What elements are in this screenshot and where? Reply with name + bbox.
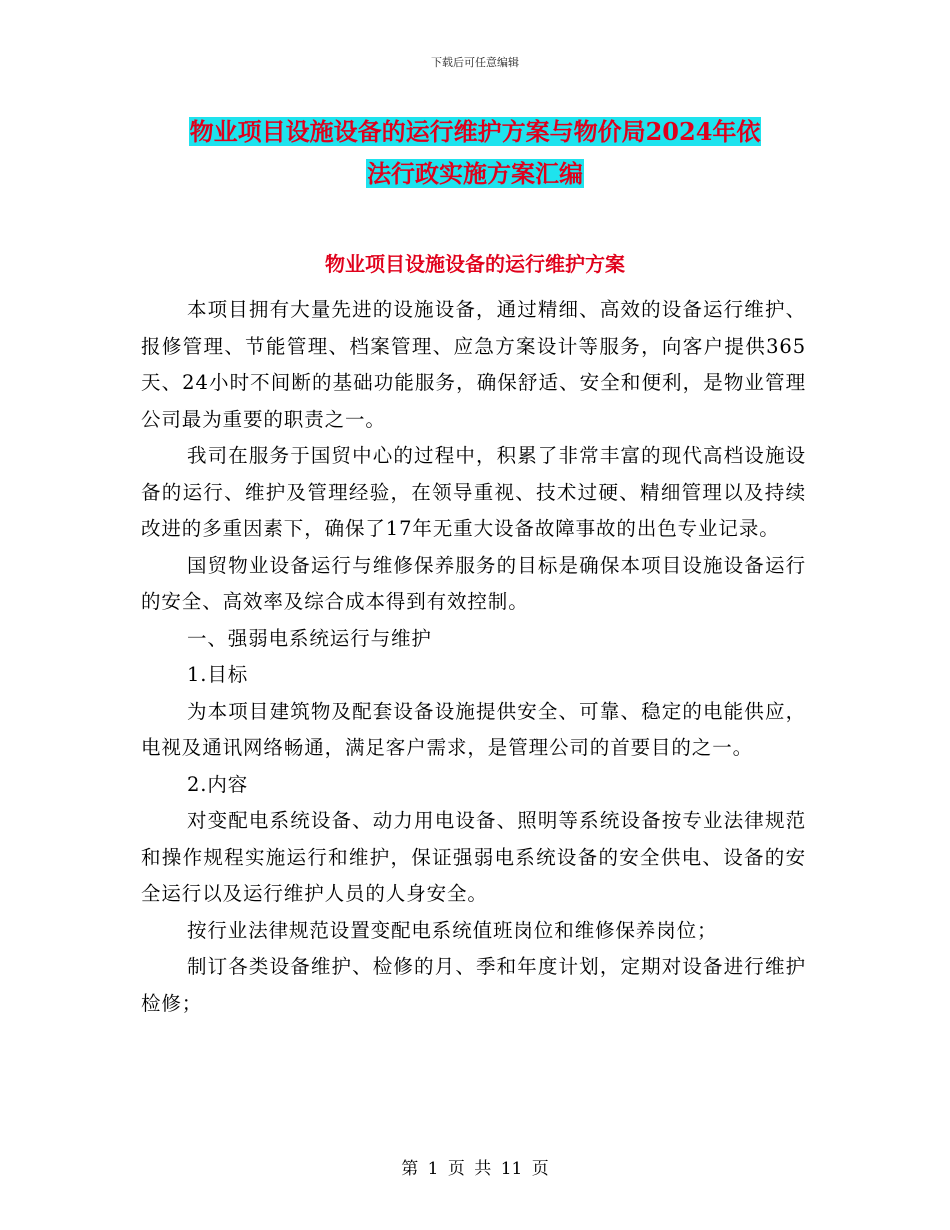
sub-heading: 2.内容 <box>187 772 249 796</box>
section-title: 物业项目设施设备的运行维护方案 <box>325 252 625 276</box>
section-heading: 一、强弱电系统运行与维护 <box>187 626 432 650</box>
paragraph: 制订各类设备维护、检修的月、季和年度计划，定期对设备进行维护检修； <box>141 955 806 1015</box>
title-highlight-1: 物业项目设施设备的运行维护方案与物价局2024年依 <box>189 117 761 146</box>
paragraph: 我司在服务于国贸中心的过程中，积累了非常丰富的现代高档设施设备的运行、维护及管理经验，在领导重视、技术过硬、精细管理以及持续改进的多重因素下，确保了17年无重大设备故障事故的出色专业记录。 <box>141 444 806 540</box>
page-footer: 第 1 页 共 11 页 <box>401 1159 549 1179</box>
document-title-line-1 <box>0 115 950 148</box>
paragraph: 本项目拥有大量先进的设施设备，通过精细、高效的设备运行维护、报修管理、节能管理、档案管理、应急方案设计等服务，向客户提供365天、24小时不间断的基础功能服务，确保舒适、安全和便利，是物业管理公司最为重要的职责之一。 <box>141 298 806 431</box>
paragraph: 对变配电系统设备、动力用电设备、照明等系统设备按专业法律规范和操作规程实施运行和维护，保证强弱电系统设备的安全供电、设备的安全运行以及运行维护人员的人身安全。 <box>141 809 806 905</box>
page-header: 下载后可任意编辑 <box>431 56 519 69</box>
paragraph: 为本项目建筑物及配套设备设施提供安全、可靠、稳定的电能供应，电视及通讯网络畅通，满足客户需求，是管理公司的首要目的之一。 <box>141 699 806 759</box>
document-title-line-2 <box>0 157 950 190</box>
document-body <box>141 292 806 1022</box>
paragraph: 国贸物业设备运行与维修保养服务的目标是确保本项目设施设备运行的安全、高效率及综合成本得到有效控制。 <box>141 553 806 613</box>
sub-heading: 1.目标 <box>187 663 249 686</box>
title-highlight-2: 法行政实施方案汇编 <box>367 159 583 188</box>
paragraph: 按行业法律规范设置变配电系统值班岗位和维修保养岗位； <box>187 918 718 942</box>
